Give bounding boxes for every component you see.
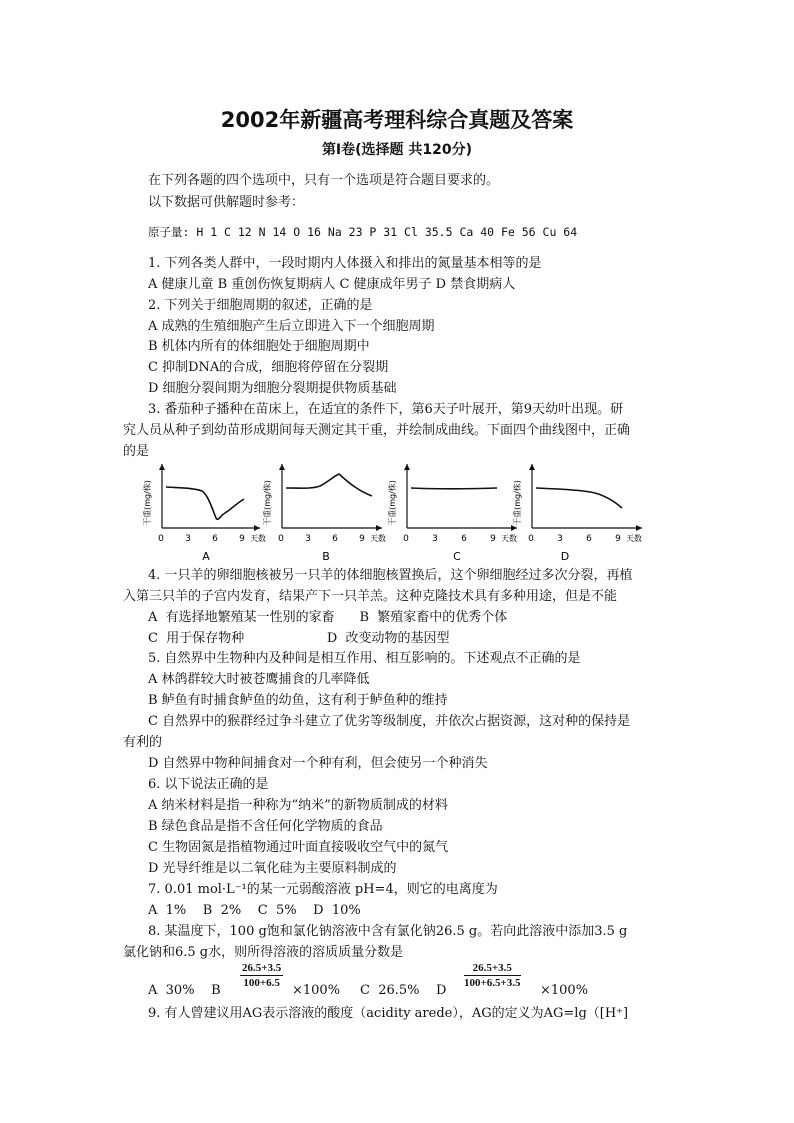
question-option: A 林鸽群较大时被苍鹰捕食的几率降低	[148, 672, 370, 687]
instruction-line: 以下数据可供解题时参考：	[148, 195, 305, 210]
tick-label: 3	[557, 534, 563, 544]
question-stem: 入第三只羊的子宫内发育，结果产下一只羊羔。这种克隆技术具有多种用途，但是不能	[123, 589, 618, 604]
fraction-numerator: 26.5+3.5	[464, 962, 521, 976]
graph-xlabel: 天数	[250, 534, 266, 543]
graph-ylabel: 干重(mg/株)	[388, 480, 397, 526]
graph-label: B	[322, 550, 330, 563]
tick-label: 9	[239, 534, 245, 544]
tick-label: 9	[490, 534, 496, 544]
question-options: A 健康儿童 B 重创伤恢复期病人 C 健康成年男子 D 禁食期病人	[148, 277, 516, 292]
question-stem: 2. 下列关于细胞周期的叙述，正确的是	[148, 298, 373, 313]
question-stem: 8. 某温度下，100 g饱和氯化钠溶液中含有氯化钠26.5 g。若向此溶液中添加3.5 g	[148, 924, 628, 939]
tick-label: 9	[359, 534, 365, 544]
graph-ylabel: 干重(mg/株)	[263, 480, 272, 526]
question-option: D 光导纤维是以二氧化硅为主要原料制成的	[148, 861, 397, 876]
question-options: C 用于保存物种 D 改变动物的基因型	[148, 631, 450, 646]
tick-label: 0	[158, 534, 164, 544]
question-option: C 生物固氮是指植物通过叶面直接吸收空气中的氮气	[148, 840, 449, 855]
question-option: A 纳米材料是指一种称为“纳米”的新物质制成的材料	[148, 798, 448, 813]
tick-label: 6	[586, 534, 592, 544]
graph-xlabel: 天数	[626, 534, 642, 543]
fraction-denominator: 100+6.5+3.5	[464, 977, 521, 989]
question-stem: 9. 有人曾建议用AG表示溶液的酸度（acidity arede），AG的定义为AG=lg（[H⁺]	[148, 1006, 629, 1021]
tick-label: 0	[528, 534, 534, 544]
graph-xlabel: 天数	[501, 534, 517, 543]
times-percent: ×100%	[292, 983, 341, 998]
question-option: A 成熟的生殖细胞产生后立即进入下一个细胞周期	[148, 319, 435, 334]
fraction-denominator: 100+6.5	[243, 977, 280, 989]
tick-label: 3	[305, 534, 311, 544]
tick-label: 6	[212, 534, 218, 544]
option-a-b: A 30% B	[148, 983, 221, 998]
question-option: B 鲈鱼有时捕食鲈鱼的幼鱼，这有利于鲈鱼种的维持	[148, 693, 448, 708]
question-stem: 氯化钠和6.5 g水，则所得溶液的溶质质量分数是	[123, 945, 404, 960]
question-stem: 1. 下列各类人群中，一段时期内人体摄入和排出的氮量基本相等的是	[148, 256, 542, 271]
question-stem: 3. 番茄种子播种在苗床上，在适宜的条件下，第6天子叶展开，第9天幼叶出现。研	[148, 402, 624, 417]
fraction-numerator: 26.5+3.5	[242, 962, 282, 974]
question-stem: 究人员从种子到幼苗形成期间每天测定其干重，并绘制成曲线。下面四个曲线图中，正确	[123, 423, 631, 438]
graph-c	[387, 464, 517, 563]
question-stem: 6. 以下说法正确的是	[148, 777, 269, 792]
question-stem: 7. 0.01 mol·L⁻¹的某一元弱酸溶液 pH=4，则它的电离度为	[148, 882, 498, 897]
tick-label: 6	[461, 534, 467, 544]
page-title: 2002年新疆高考理科综合真题及答案	[220, 108, 574, 132]
tick-label: 0	[278, 534, 284, 544]
question-option: B 机体内所有的体细胞处于细胞周期中	[148, 339, 370, 354]
question-options: A 有选择地繁殖某一性别的家畜 B 繁殖家畜中的优秀个体	[148, 610, 508, 625]
question-stem: 5. 自然界中生物种内及种间是相互作用、相互影响的。下述观点不正确的是	[148, 651, 581, 666]
tick-label: 6	[332, 534, 338, 544]
question-stem: 的是	[123, 444, 150, 459]
graph-ylabel: 干重(mg/株)	[143, 480, 152, 526]
graph-d	[512, 464, 642, 563]
question-option: D 自然界中物种间捕食对一个种有利，但会使另一个种消失	[148, 756, 488, 771]
graph-label: A	[202, 550, 210, 563]
atomic-mass-line: 原子量: H 1 C 12 N 14 O 16 Na 23 P 31 Cl 35.5 Ca 40 Fe 56 Cu 64	[148, 225, 578, 239]
graph-b	[262, 464, 386, 563]
question-option: 有利的	[123, 735, 163, 750]
question-option: B 绿色食品是指不含任何化学物质的食品	[148, 819, 383, 834]
fraction-b	[240, 962, 283, 989]
tick-label: 3	[185, 534, 191, 544]
section-subtitle: 第I卷(选择题 共120分)	[321, 142, 473, 158]
question-option: C 抑制DNA的合成，细胞将停留在分裂期	[148, 360, 389, 375]
graph-label: C	[453, 550, 461, 563]
instruction-line: 在下列各题的四个选项中，只有一个选项是符合题目要求的。	[148, 173, 500, 188]
tick-label: 9	[615, 534, 621, 544]
graph-xlabel: 天数	[370, 534, 386, 543]
question-stem: 4. 一只羊的卵细胞核被另一只羊的体细胞核置换后，这个卵细胞经过多次分裂，再植	[148, 568, 633, 583]
tick-label: 3	[432, 534, 438, 544]
question-option: C 自然界中的猴群经过争斗建立了优劣等级制度，并依次占据资源，这对种的保持是	[148, 714, 631, 729]
graph-label: D	[560, 550, 570, 563]
times-percent: ×100%	[540, 983, 589, 998]
option-c-d: C 26.5% D	[360, 983, 447, 998]
tick-label: 0	[403, 534, 409, 544]
fraction-d	[464, 962, 521, 989]
graph-a	[142, 464, 266, 563]
graph-ylabel: 干重(mg/株)	[513, 480, 522, 526]
growth-curves-figure	[140, 458, 660, 563]
question-options: A 1% B 2% C 5% D 10%	[148, 903, 361, 918]
question-option: D 细胞分裂间期为细胞分裂期提供物质基础	[148, 381, 397, 396]
